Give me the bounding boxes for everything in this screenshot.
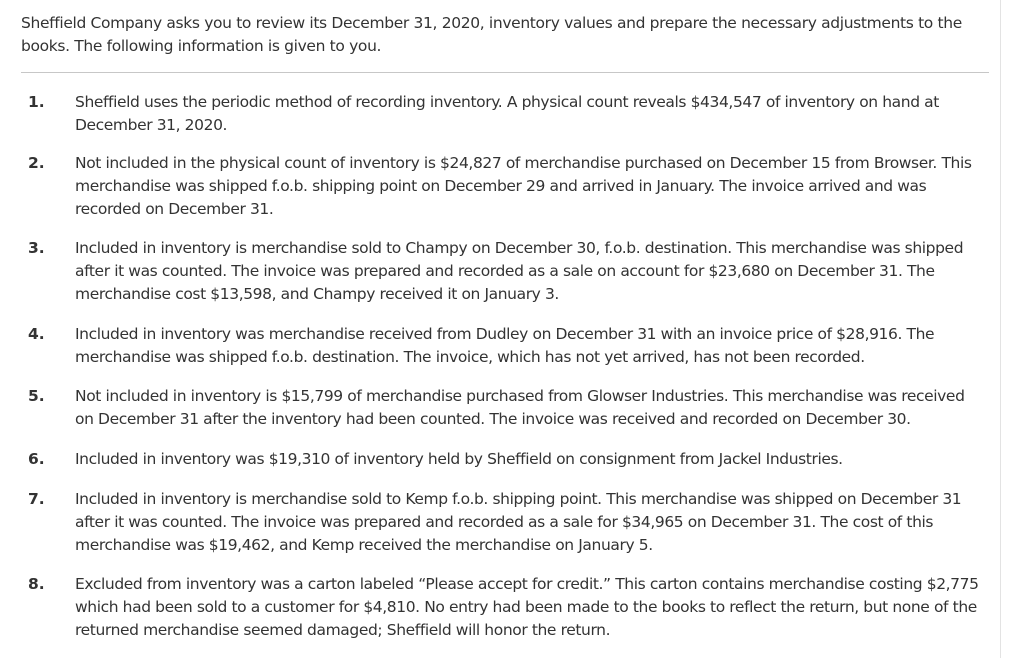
item-text: Excluded from inventory was a carton labeled “Please accept for credit.” This carton contains merchandise costing $2,775 which had been sold to a customer for $4,810. No entry had been made to the books to reflect the return, but none of the returned merchandise seemed damaged; Sheffield will honor the return. <box>75 575 979 639</box>
item-text: Included in inventory is merchandise sold to Kemp f.o.b. shipping point. This merchandise was shipped on December 31 after it was counted. The invoice was prepared and recorded as a sale for $34,965 on December 31. The cost of this merchandise was $19,462, and Kemp received the merchandise on January 5. <box>75 490 962 554</box>
item-text: Not included in inventory is $15,799 of merchandise purchased from Glowser Industries. This merchandise was received on December 31 after the inventory had been counted. The invoice was received and recorded on December 30. <box>75 387 965 428</box>
item-number: 7. <box>28 490 45 508</box>
item-text: Not included in the physical count of inventory is $24,827 of merchandise purchased on December 15 from Browser. This merchandise was shipped f.o.b. shipping point on December 29 and arrived in January. The invoice arrived and was recorded on December 31. <box>75 154 972 218</box>
item-text: Sheffield uses the periodic method of recording inventory. A physical count reveals $434,547 of inventory on hand at December 31, 2020. <box>75 93 939 134</box>
item-text: Included in inventory was $19,310 of inventory held by Sheffield on consignment from Jackel Industries. <box>75 450 843 468</box>
item-number: 2. <box>28 154 45 172</box>
item-number: 1. <box>28 93 45 111</box>
intro-paragraph: Sheffield Company asks you to review its December 31, 2020, inventory values and prepare the necessary adjustments to the books. The following information is given to you. <box>21 14 962 55</box>
item-text: Included in inventory is merchandise sold to Champy on December 30, f.o.b. destination. This merchandise was shipped after it was counted. The invoice was prepared and recorded as a sale on account for $23,680 on December 31. The merchandise cost $13,598, and Champy received it on January 3. <box>75 239 964 303</box>
item-number: 5. <box>28 387 45 405</box>
item-number: 4. <box>28 325 45 343</box>
divider <box>21 72 989 73</box>
item-number: 6. <box>28 450 45 468</box>
item-text: Included in inventory was merchandise received from Dudley on December 31 with an invoice price of $28,916. The merchandise was shipped f.o.b. destination. The invoice, which has not yet arrived, has not been recorded. <box>75 325 935 366</box>
item-number: 8. <box>28 575 45 593</box>
item-number: 3. <box>28 239 45 257</box>
